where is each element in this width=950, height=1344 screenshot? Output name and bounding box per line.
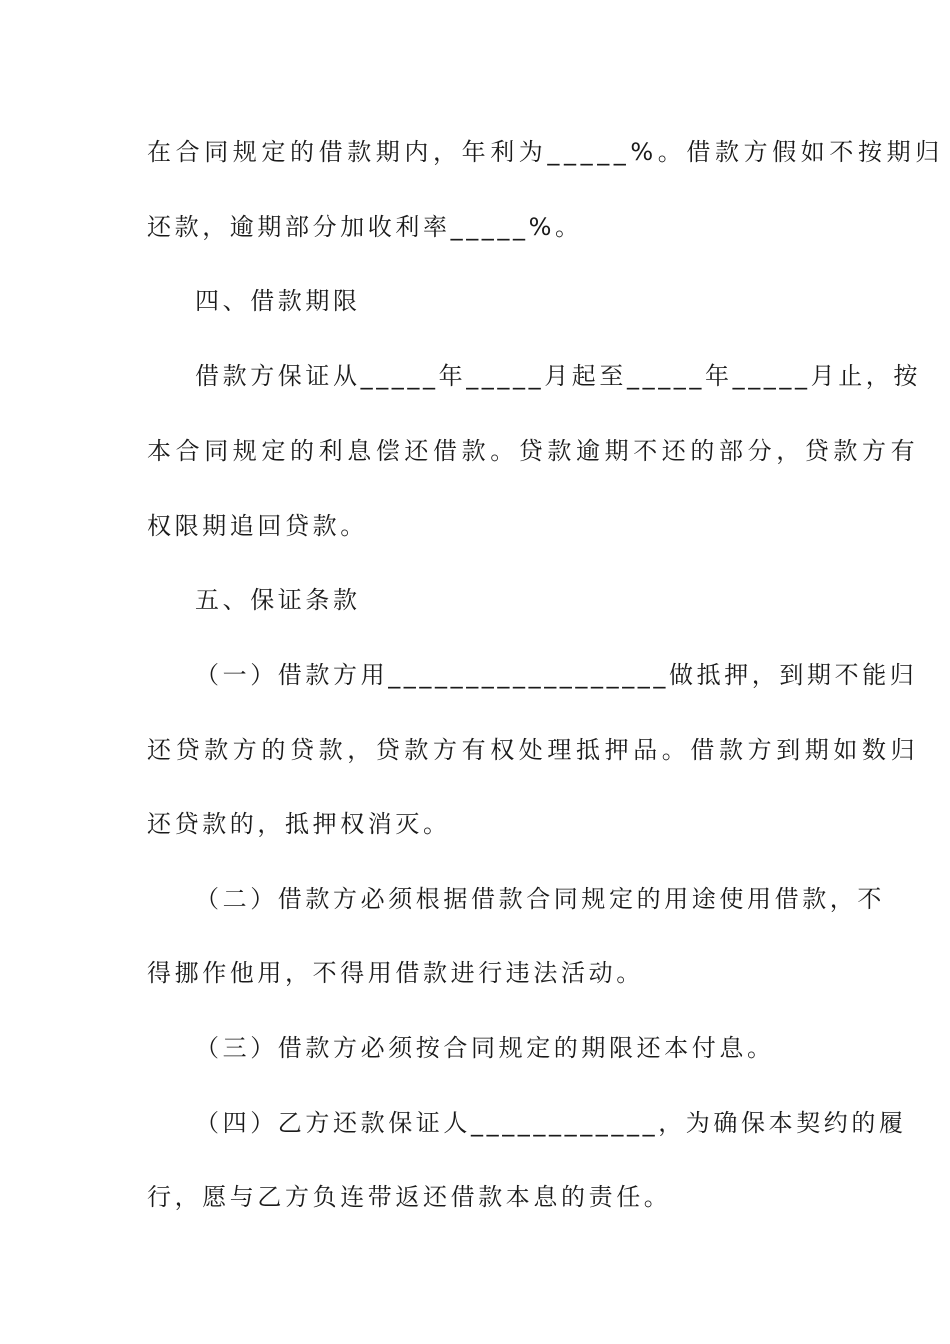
text-line-2: 还款，逾期部分加收利率_____%。: [147, 213, 583, 241]
text-line-15: 行，愿与乙方负连带返还借款本息的责任。: [147, 1183, 672, 1211]
text-line-8: （一）借款方用__________________做抵押，到期不能归: [195, 661, 918, 689]
text-line-11: （二）借款方必须根据借款合同规定的用途使用借款，不: [195, 885, 885, 913]
text-line-4: 借款方保证从_____年_____月起至_____年_____月止，按: [195, 362, 921, 390]
section-heading-5: 五、保证条款: [195, 586, 361, 614]
text-line-10: 还贷款的，抵押权消灭。: [147, 810, 451, 838]
text-line-14: （四）乙方还款保证人____________，为确保本契约的履: [195, 1109, 907, 1137]
text-line-1: 在合同规定的借款期内，年利为_____%。借款方假如不按期归: [147, 138, 944, 166]
text-line-13: （三）借款方必须按合同规定的期限还本付息。: [195, 1034, 775, 1062]
text-line-6: 权限期追回贷款。: [147, 512, 368, 540]
text-line-12: 得挪作他用，不得用借款进行违法活动。: [147, 959, 644, 987]
section-heading-4: 四、借款期限: [195, 287, 361, 315]
text-line-5: 本合同规定的利息偿还借款。贷款逾期不还的部分，贷款方有: [147, 437, 920, 465]
text-line-9: 还贷款方的贷款，贷款方有权处理抵押品。借款方到期如数归: [147, 736, 920, 764]
